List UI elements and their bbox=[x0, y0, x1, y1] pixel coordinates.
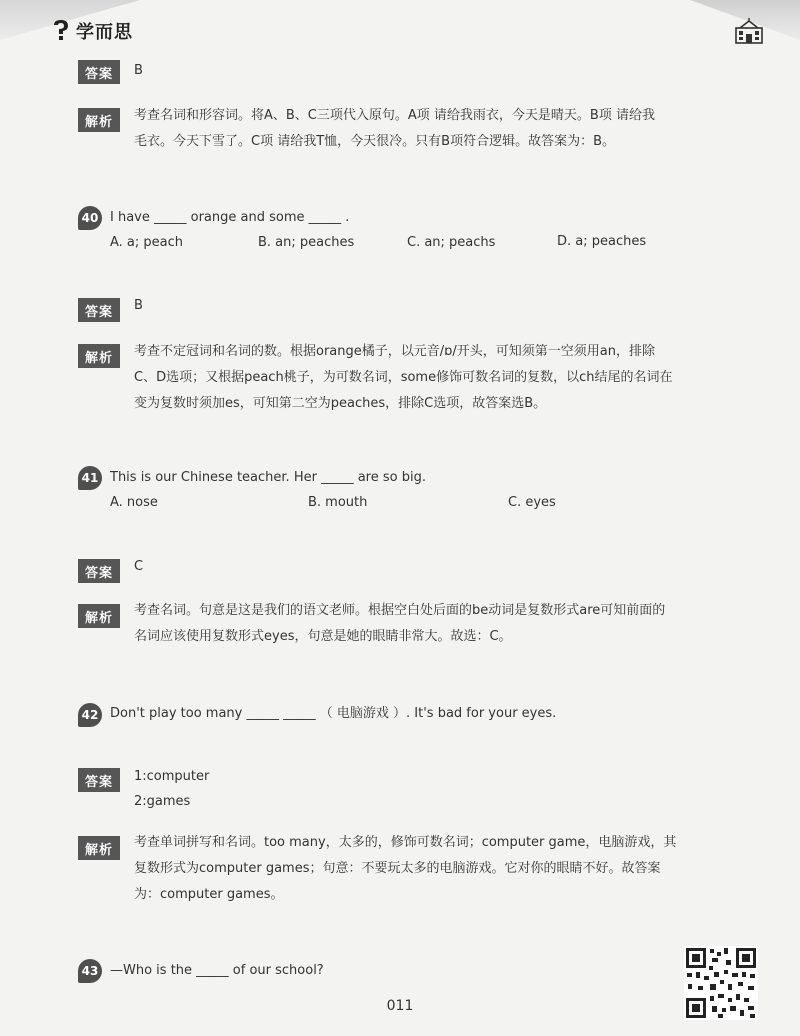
answer-line: 2:games bbox=[134, 794, 191, 809]
answer-label: 答案 bbox=[78, 60, 120, 84]
question-text: I have _____ orange and some _____ . bbox=[110, 210, 350, 225]
answer-label: 答案 bbox=[78, 559, 120, 583]
logo-mark-icon bbox=[50, 19, 72, 43]
question-number-badge: 40 bbox=[78, 206, 102, 230]
option-d: D. a; peaches bbox=[557, 234, 647, 249]
option-b: B. mouth bbox=[308, 495, 368, 510]
analysis-line: 考查单词拼写和名词。too many，太多的，修饰可数名词；computer game，电脑游戏，其 bbox=[134, 835, 677, 850]
question-text: —Who is the _____ of our school? bbox=[110, 963, 324, 978]
answer-text: B bbox=[134, 298, 143, 313]
question-number-badge: 43 bbox=[78, 959, 102, 983]
analysis-line: 复数形式为computer games；句意：不要玩太多的电脑游戏。它对你的眼睛不好。故答案 bbox=[134, 861, 661, 876]
answer-line: 1:computer bbox=[134, 769, 210, 784]
option-c: C. eyes bbox=[508, 495, 556, 510]
analysis-label: 解析 bbox=[78, 108, 120, 132]
analysis-label: 解析 bbox=[78, 836, 120, 860]
logo bbox=[50, 18, 133, 44]
logo-text: 学而思 bbox=[76, 22, 133, 43]
school-building-icon bbox=[735, 18, 763, 44]
analysis-label: 解析 bbox=[78, 604, 120, 628]
analysis-line: 考查名词和形容词。将A、B、C三项代入原句。A项 请给我雨衣，今天是晴天。B项 请给我 bbox=[134, 108, 655, 123]
option-a: A. nose bbox=[110, 495, 158, 510]
option-b: B. an; peaches bbox=[258, 235, 355, 250]
question-text: Don't play too many _____ _____ （ 电脑游戏 ）. It's bad for your eyes. bbox=[110, 706, 557, 721]
option-c: C. an; peachs bbox=[407, 235, 496, 250]
answer-text: C bbox=[134, 559, 144, 574]
analysis-line: 变为复数时须加es，可知第二空为peaches，排除C选项，故答案选B。 bbox=[134, 396, 547, 411]
analysis-line: C、D选项；又根据peach桃子，为可数名词，some修饰可数名词的复数，以ch结尾的名词在 bbox=[134, 370, 673, 385]
analysis-line: 为：computer games。 bbox=[134, 887, 284, 902]
question-text: This is our Chinese teacher. Her _____ are so big. bbox=[110, 470, 426, 485]
question-number-badge: 42 bbox=[78, 703, 102, 727]
analysis-line: 考查名词。句意是这是我们的语文老师。根据空白处后面的be动词是复数形式are可知前面的 bbox=[134, 603, 666, 618]
analysis-label: 解析 bbox=[78, 344, 120, 368]
analysis-line: 毛衣。今天下雪了。C项 请给我T恤，今天很冷。只有B项符合逻辑。故答案为：B。 bbox=[134, 134, 615, 149]
page-number: 011 bbox=[386, 998, 414, 1014]
option-a: A. a; peach bbox=[110, 235, 184, 250]
analysis-line: 考查不定冠词和名词的数。根据orange橘子，以元音/ɒ/开头，可知须第一空须用an，排除 bbox=[134, 344, 655, 359]
question-number-badge: 41 bbox=[78, 466, 102, 490]
answer-label: 答案 bbox=[78, 768, 120, 792]
analysis-line: 名词应该使用复数形式eyes，句意是她的眼睛非常大。故选：C。 bbox=[134, 629, 512, 644]
answer-label: 答案 bbox=[78, 298, 120, 322]
answer-text: B bbox=[134, 63, 143, 78]
